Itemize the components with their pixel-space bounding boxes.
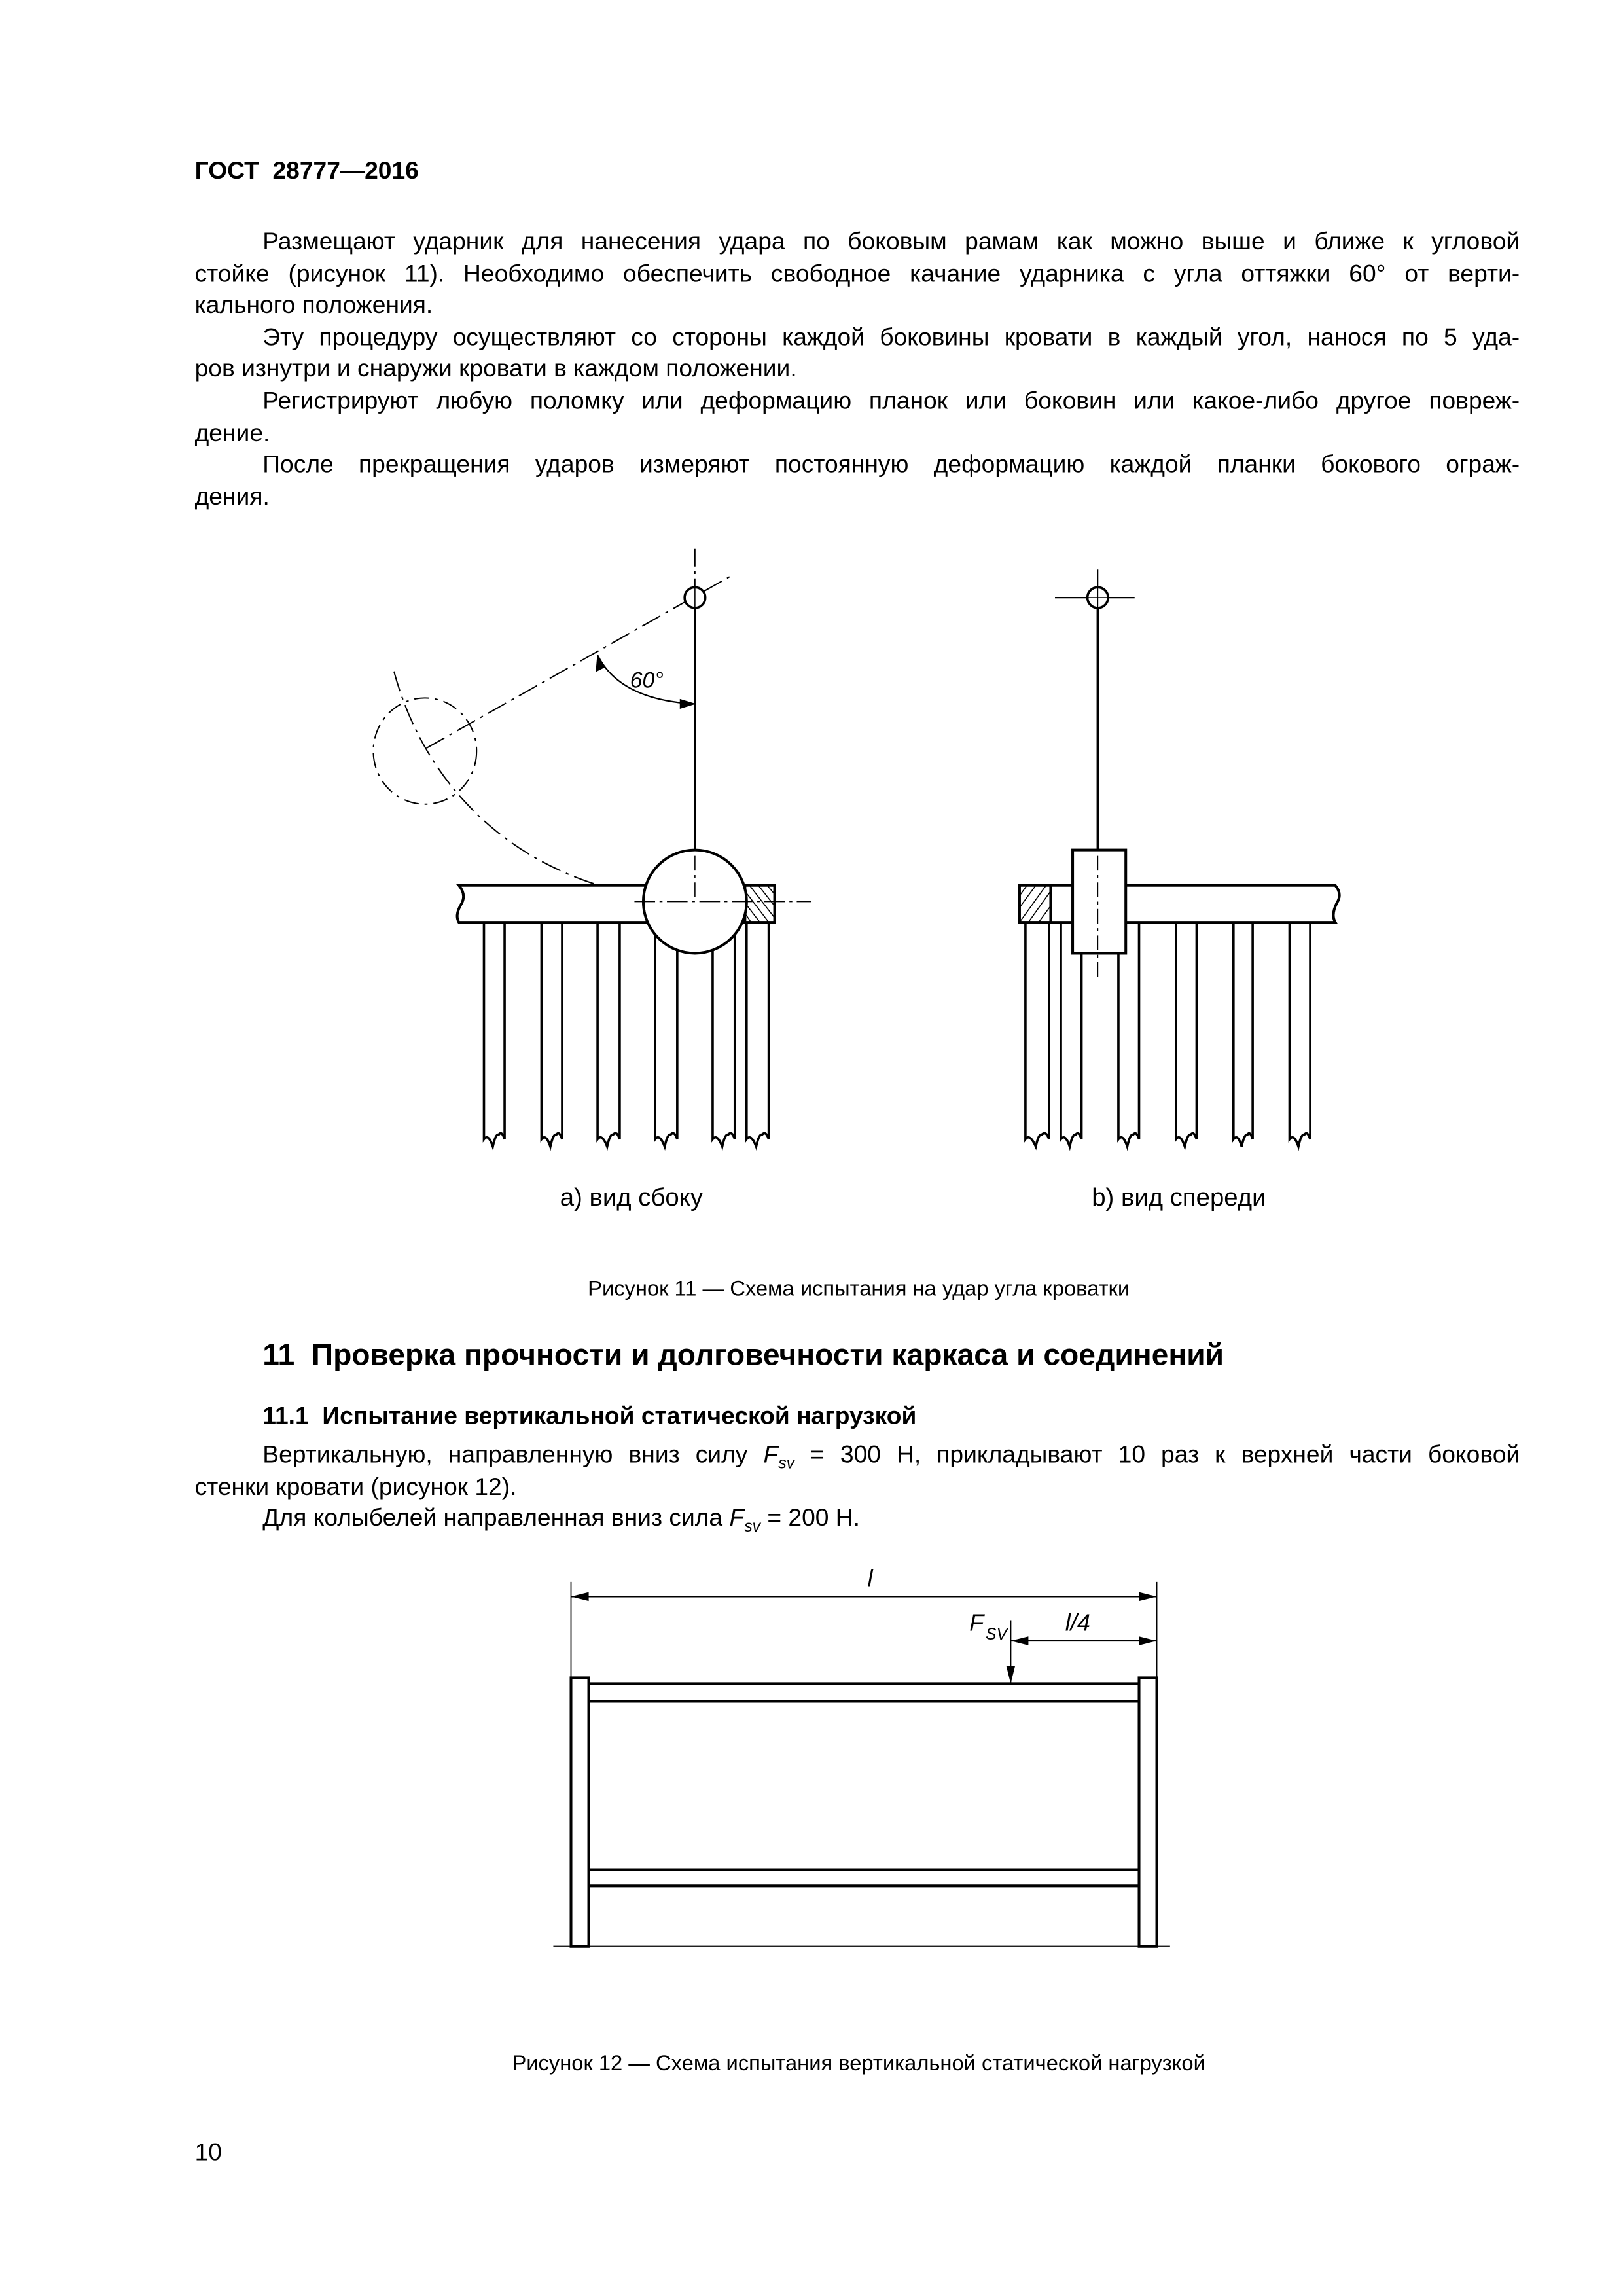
- text-line: ров изнутри и снаружи кровати в каждом положении.: [194, 356, 797, 383]
- posts-group: [484, 922, 768, 1147]
- impactor-block: [1073, 850, 1126, 954]
- arrowhead: [1010, 1636, 1028, 1645]
- bed-slat: [655, 922, 677, 1147]
- view-a-label: а) вид сбоку: [560, 1183, 704, 1211]
- force-subscript: SV: [986, 1625, 1008, 1643]
- text-fragment: Для колыбелей направленная вниз сила: [262, 1505, 730, 1532]
- right-post: [1139, 1677, 1157, 1946]
- angle-label: 60°: [630, 668, 664, 693]
- text-line: дение.: [194, 420, 270, 447]
- posts-group: [1026, 922, 1310, 1147]
- text-line: Регистрируют любую поломку или деформацию планок или боковин или какое-либо другое повреж-: [262, 387, 1520, 415]
- text-line: Размещают ударник для нанесения удара по боковым рамам как можно выше и ближе к угловой: [262, 228, 1520, 256]
- arrowhead: [1139, 1636, 1157, 1645]
- figure-11-caption: Рисунок 11 — Схема испытания на удар угла кроватки: [588, 1278, 1130, 1302]
- side-rail: [1020, 886, 1340, 922]
- section-text: [195, 1440, 1520, 1535]
- text-line: стойке (рисунок 11). Необходимо обеспечить свободное качание ударника с угла оттяжки 60° от верти-: [194, 260, 1520, 287]
- bed-slat: [1289, 922, 1310, 1147]
- force-symbol: F: [729, 1505, 745, 1532]
- text-line: Эту процедуру осуществляют со стороны каждой боковины кровати в каждый угол, нанося по 5 уда-: [262, 324, 1520, 351]
- figure-11a-side-view: [373, 549, 812, 1147]
- quarter-length-label: l/4: [1065, 1609, 1090, 1636]
- force-subscript: sv: [744, 1518, 761, 1537]
- text-line: дения.: [194, 483, 270, 511]
- bed-slat: [747, 922, 769, 1147]
- left-post: [571, 1677, 589, 1946]
- text-line: стенки кровати (рисунок 12).: [194, 1473, 517, 1500]
- page-number: 10: [194, 2140, 222, 2166]
- bed-slat: [541, 922, 562, 1147]
- figure-11b-front-view: [1020, 569, 1340, 1147]
- bed-slat: [597, 922, 620, 1147]
- arrowhead: [596, 655, 605, 672]
- document-header: ГОСТ 28777—2016: [194, 158, 419, 185]
- bed-slat: [1176, 922, 1197, 1147]
- bed-slat: [1061, 922, 1082, 1147]
- section-heading: 11 Проверка прочности и долговечности каркаса и соединений: [262, 1338, 1224, 1372]
- text-line: [195, 1504, 1520, 1536]
- bed-slat: [713, 922, 735, 1147]
- swing-arc: [394, 672, 695, 902]
- figure-12: [553, 1582, 1169, 1946]
- length-label: l: [867, 1564, 873, 1592]
- text-line: [195, 1440, 1520, 1472]
- subsection-heading: 11.1 Испытание вертикальной статической нагрузкой: [262, 1403, 917, 1430]
- figure-12-caption: Рисунок 12 — Схема испытания вертикальной статической нагрузкой: [512, 2053, 1205, 2077]
- arrowhead: [680, 700, 695, 709]
- arrowhead: [1007, 1666, 1016, 1683]
- text-fragment: = 300 Н, прикладывают 10 раз к верхней части боковой: [794, 1441, 1520, 1469]
- text-line: кального положения.: [194, 292, 433, 319]
- arrowhead: [1139, 1592, 1157, 1602]
- force-symbol: F: [763, 1441, 779, 1469]
- bed-slat: [484, 922, 505, 1147]
- bed-slat: [1234, 922, 1253, 1147]
- view-b-label: b) вид спереди: [1092, 1183, 1266, 1211]
- raised-impactor-outline: [373, 698, 476, 804]
- arrowhead: [571, 1592, 589, 1602]
- force-subscript: sv: [778, 1454, 795, 1473]
- text-fragment: Вертикальную, направленную вниз силу: [262, 1441, 764, 1469]
- bed-slat: [1118, 922, 1139, 1147]
- text-fragment: = 200 Н.: [760, 1505, 861, 1532]
- bed-slat: [1026, 922, 1049, 1147]
- text-line: После прекращения ударов измеряют постоянную деформацию каждой планки бокового ограж-: [262, 452, 1520, 478]
- force-label: F: [969, 1609, 984, 1636]
